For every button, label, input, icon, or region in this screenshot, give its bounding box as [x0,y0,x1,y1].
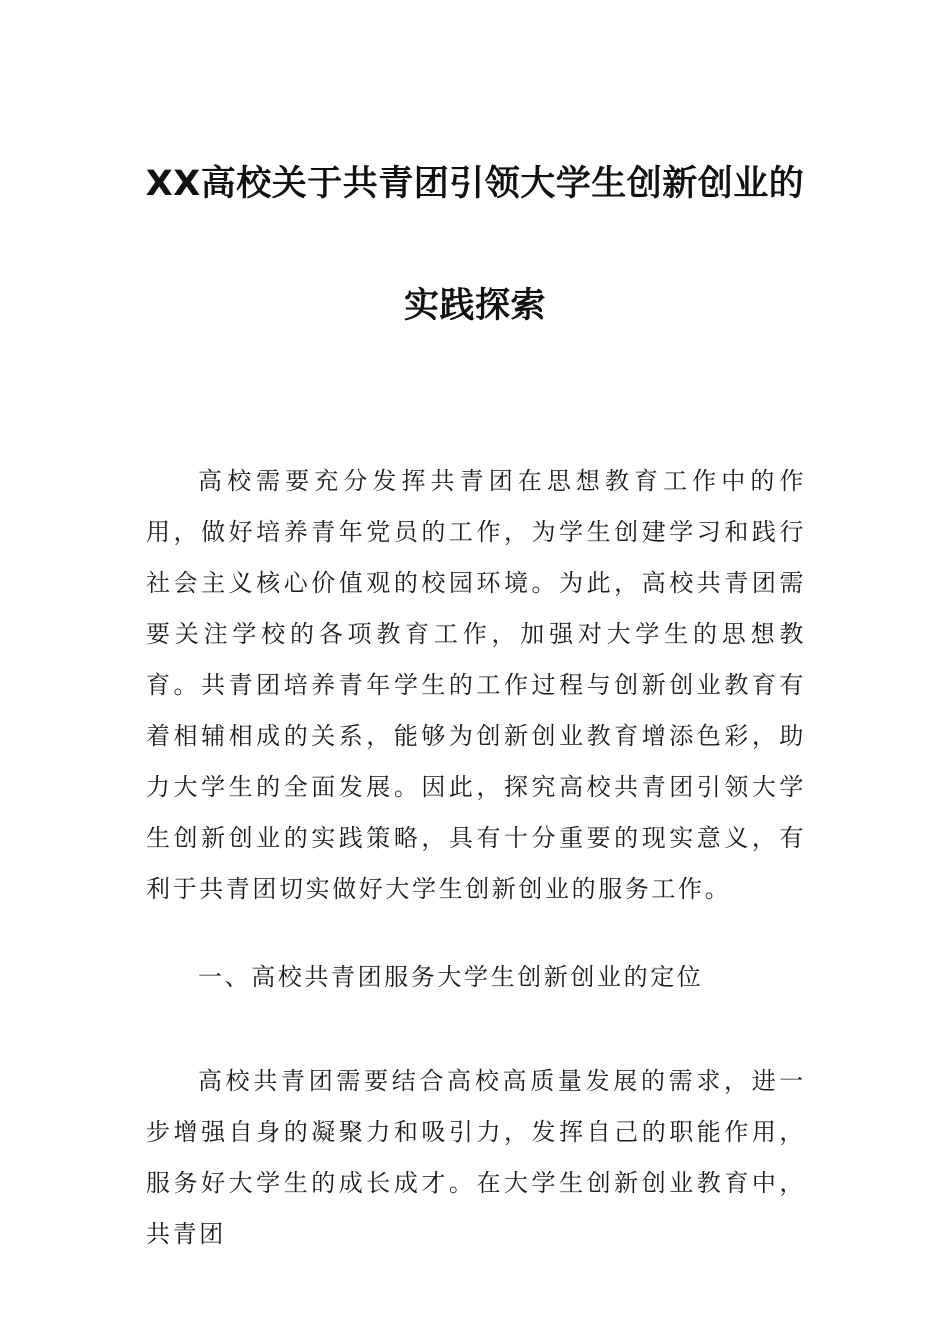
document-title-line-2: 实践探索 [403,286,546,326]
section-heading-1: 一、高校共青团服务大学生创新创业的定位 [198,963,704,991]
body-paragraph-2: 高校共青团需要结合高校高质量发展的需求，进一步增强自身的凝聚力和吸引力，发挥自己的职能作用，服务好大学生的成长成才。在大学生创新创业教育中，共青团 [146,1067,806,1248]
body-paragraph-1: 高校需要充分发挥共青团在思想教育工作中的作用，做好培养青年党员的工作，为学生创建学习和践行社会主义核心价值观的校园环境。为此，高校共青团需要关注学校的各项教育工作，加强对大学生的思想教育。共青团培养青年学生的工作过程与创新创业教育有着相辅相成的关系，能够为创新创业教育增添色彩，助力大学生的全面发展。因此，探究高校共青团引领大学生创新创业的实践策略，具有十分重要的现实意义，有利于共青团切实做好大学生创新创业的服务工作。 [146,467,806,903]
document-title-line-1: XX高校关于共青团引领大学生创新创业的 [145,164,805,204]
